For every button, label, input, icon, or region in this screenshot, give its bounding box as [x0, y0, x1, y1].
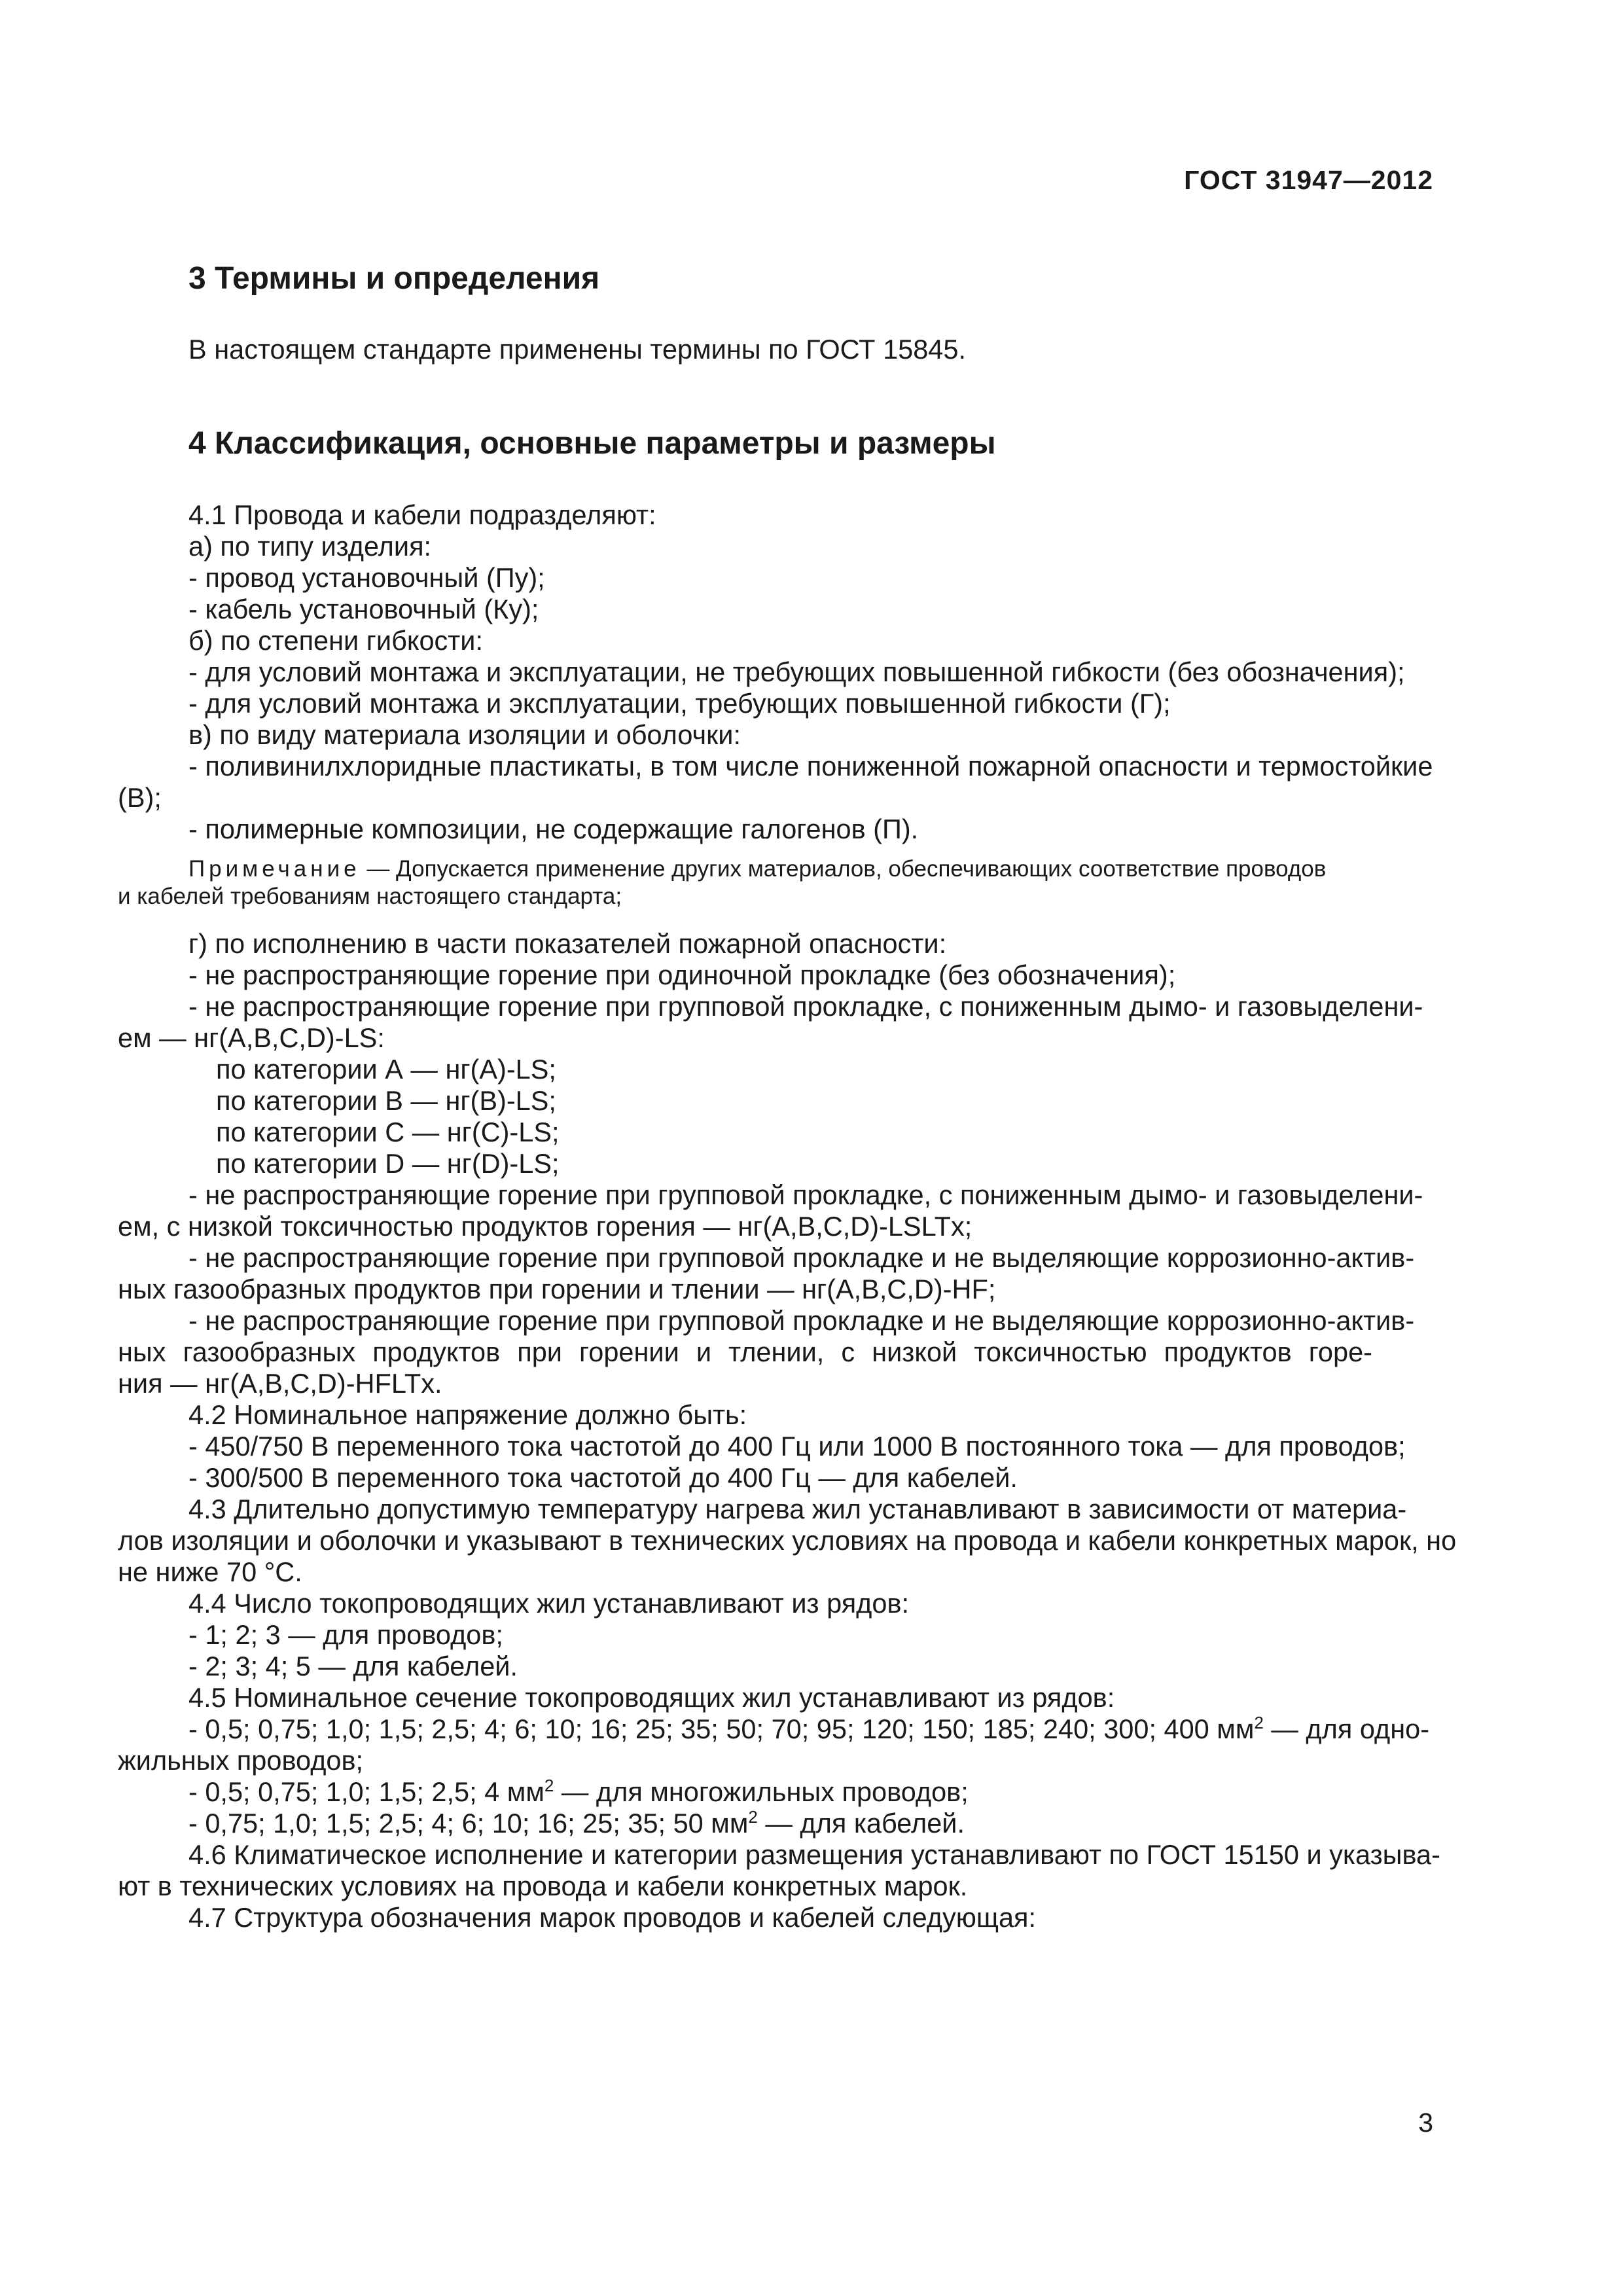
cross-section-values-3: - 0,75; 1,0; 1,5; 2,5; 4; 6; 10; 16; 25; 35; 50 мм	[188, 1808, 749, 1839]
item-g-4-line2: ных газообразных продуктов при горении и тлении — нг(A,B,C,D)-HF;	[118, 1274, 996, 1304]
para-4-6-line2: ют в технических условиях на провода и кабели конкретных марок.	[118, 1871, 968, 1901]
item-v-2: - полимерные композиции, не содержащие галогенов (П).	[188, 814, 919, 844]
item-g-3-line1: - не распространяющие горение при групповой прокладке, с пониженным дымо- и газовыделени-	[188, 1179, 1423, 1210]
category-b: по категории В — нг(В)-LS;	[216, 1085, 556, 1116]
para-4-3-line2: лов изоляции и оболочки и указывают в технических условиях на провода и кабели конкретных марок, но	[118, 1525, 1457, 1556]
para-4-2-item-1: - 450/750 В переменного тока частотой до 400 Гц или 1000 В постоянного тока — для проводов;	[188, 1431, 1406, 1462]
para-4-4-item-1: - 1; 2; 3 — для проводов;	[188, 1619, 503, 1650]
cross-section-suffix-1: — для одно-	[1263, 1713, 1430, 1744]
para-4-6-line1: 4.6 Климатическое исполнение и категории размещения устанавливают по ГОСТ 15150 и указыва-	[188, 1839, 1440, 1870]
para-4-5-item-1-line2: жильных проводов;	[118, 1745, 364, 1776]
para-4-5-item-3	[188, 1808, 965, 1839]
para-4-3-line3: не ниже 70 °С.	[118, 1556, 302, 1587]
note-line2: и кабелей требованиям настоящего стандарта;	[118, 884, 622, 909]
para-4-5: 4.5 Номинальное сечение токопроводящих жил устанавливают из рядов:	[188, 1682, 1115, 1713]
item-g-1: - не распространяющие горение при одиночной прокладке (без обозначения);	[188, 960, 1176, 990]
item-g-5-line2: ных газообразных продуктов при горении и тлении, с низкой токсичностью продуктов горе-	[118, 1336, 1372, 1367]
para-4-5-item-1-line1	[188, 1713, 1429, 1745]
para-4-1: 4.1 Провода и кабели подразделяют:	[188, 499, 656, 530]
item-g-5-line1: - не распространяющие горение при групповой прокладке и не выделяющие коррозионно-актив-	[188, 1305, 1415, 1336]
item-a-1: - провод установочный (Пу);	[188, 562, 545, 593]
section-4-title: 4 Классификация, основные параметры и размеры	[188, 426, 996, 461]
section-3-text: В настоящем стандарте применены термины по ГОСТ 15845.	[188, 334, 966, 365]
item-b-1: - для условий монтажа и эксплуатации, не требующих повышенной гибкости (без обозначения);	[188, 656, 1405, 687]
para-4-5-item-2	[188, 1776, 969, 1808]
para-4-3-line1: 4.3 Длительно допустимую температуру нагрева жил устанавливают в зависимости от материа-	[188, 1494, 1407, 1524]
item-v: в) по виду материала изоляции и оболочки:	[188, 719, 741, 750]
item-g-4-line1: - не распространяющие горение при групповой прокладке и не выделяющие коррозионно-актив-	[188, 1242, 1415, 1273]
superscript-2: 2	[544, 1776, 554, 1796]
note-label: Примечание	[188, 856, 361, 882]
para-4-7: 4.7 Структура обозначения марок проводов и кабелей следующая:	[188, 1902, 1037, 1933]
section-3-title: 3 Термины и определения	[188, 261, 600, 296]
item-a: а) по типу изделия:	[188, 531, 432, 562]
superscript-2: 2	[748, 1807, 758, 1827]
category-a: по категории А — нг(А)-LS;	[216, 1054, 556, 1085]
item-b: б) по степени гибкости:	[188, 625, 484, 656]
page-number: 3	[1418, 2108, 1433, 2138]
para-4-4-item-2: - 2; 3; 4; 5 — для кабелей.	[188, 1651, 518, 1681]
cross-section-values-1: - 0,5; 0,75; 1,0; 1,5; 2,5; 4; 6; 10; 16; 25; 35; 50; 70; 95; 120; 150; 185; 240; 300; 400 мм	[188, 1713, 1255, 1744]
para-4-2: 4.2 Номинальное напряжение должно быть:	[188, 1399, 747, 1430]
item-g: г) по исполнению в части показателей пожарной опасности:	[188, 928, 947, 959]
cross-section-suffix-3: — для кабелей.	[757, 1808, 965, 1839]
para-4-4: 4.4 Число токопроводящих жил устанавливают из рядов:	[188, 1588, 910, 1619]
item-a-2: - кабель установочный (Ку);	[188, 594, 539, 624]
item-v-1-line1: - поливинилхлоридные пластикаты, в том числе пониженной пожарной опасности и термостойкие	[188, 751, 1433, 781]
superscript-2: 2	[1254, 1713, 1264, 1733]
note-line1	[188, 855, 1326, 883]
category-c: по категории С — нг(С)-LS;	[216, 1117, 560, 1147]
item-g-3-line2: ем, с низкой токсичностью продуктов горения — нг(A,B,C,D)-LSLTx;	[118, 1211, 972, 1242]
category-d: по категории D — нг(D)-LS;	[216, 1148, 560, 1179]
note-text-line1: — Допускается применение других материалов, обеспечивающих соответствие проводов	[360, 856, 1327, 882]
item-v-1-line2: (В);	[118, 782, 162, 813]
item-g-2-line2: ем — нг(A,B,C,D)-LS:	[118, 1022, 385, 1053]
para-4-2-item-2: - 300/500 В переменного тока частотой до 400 Гц — для кабелей.	[188, 1462, 1018, 1493]
item-g-2-line1: - не распространяющие горение при групповой прокладке, с пониженным дымо- и газовыделени-	[188, 991, 1423, 1022]
item-b-2: - для условий монтажа и эксплуатации, требующих повышенной гибкости (Г);	[188, 688, 1171, 719]
cross-section-values-2: - 0,5; 0,75; 1,0; 1,5; 2,5; 4 мм	[188, 1776, 544, 1807]
cross-section-suffix-2: — для многожильных проводов;	[554, 1776, 969, 1807]
item-g-5-line3: ния — нг(A,B,C,D)-HFLTx.	[118, 1368, 442, 1399]
document-code: ГОСТ 31947—2012	[1184, 165, 1433, 195]
